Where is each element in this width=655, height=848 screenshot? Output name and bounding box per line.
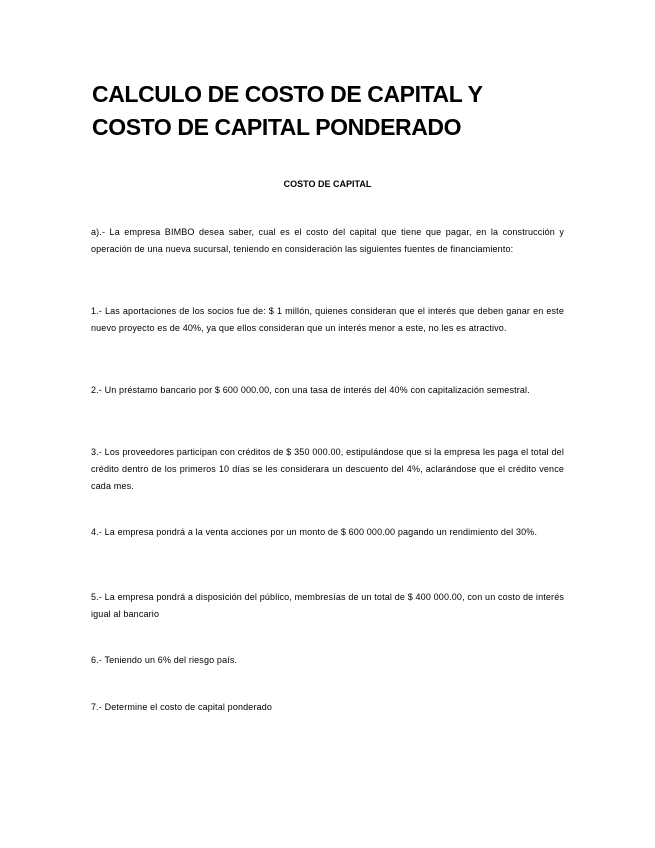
paragraph-item-3: 3.- Los proveedores participan con créditos de $ 350 000.00, estipulándose que si la empresa les paga el total del crédito dentro de los primeros 10 días se les considerara un descuento del 4%, aclarándose que el crédito vence cada mes. xyxy=(91,447,564,491)
document-title: CALCULO DE COSTO DE CAPITAL Y COSTO DE CAPITAL PONDERADO xyxy=(92,81,483,140)
paragraph-item-1: 1.- Las aportaciones de los socios fue de: $ 1 millón, quienes consideran que el interés que deben ganar en este nuevo proyecto es de 40%, ya que ellos consideran que un interés menor a este, no les es atractivo. xyxy=(91,306,564,333)
paragraph-intro: a).- La empresa BIMBO desea saber, cual es el costo del capital que tiene que pagar, en la construcción y operación de una nueva sucursal, teniendo en consideración las siguientes fuentes de financiamiento: xyxy=(91,227,564,254)
paragraph-item-7: 7.- Determine el costo de capital ponderado xyxy=(91,702,273,712)
paragraph-item-2: 2.- Un préstamo bancario por $ 600 000.00, con una tasa de interés del 40% con capitalización semestral. xyxy=(91,385,530,395)
paragraph-item-5: 5.- La empresa pondrá a disposición del público, membresías de un total de $ 400 000.00, con un costo de interés igual al bancario xyxy=(91,592,564,619)
paragraph-item-6: 6.- Teniendo un 6% del riesgo país. xyxy=(91,655,238,665)
section-heading: COSTO DE CAPITAL xyxy=(283,179,372,189)
paragraph-item-4: 4.- La empresa pondrá a la venta acciones por un monto de $ 600 000.00 pagando un rendimiento del 30%. xyxy=(91,527,538,537)
